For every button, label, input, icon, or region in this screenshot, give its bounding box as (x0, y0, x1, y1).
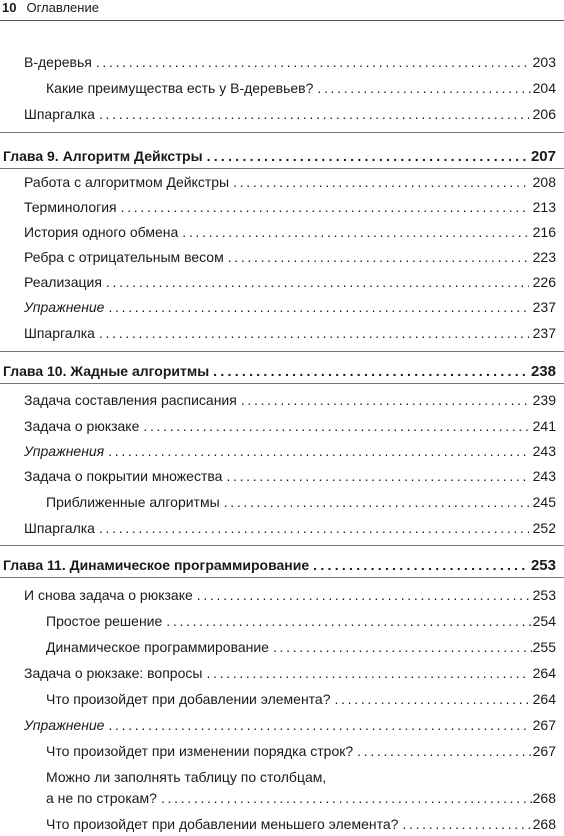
toc-entry (24, 247, 556, 267)
toc-entry (24, 416, 556, 436)
section-rule (0, 168, 564, 169)
toc-entry (46, 611, 556, 631)
toc-entry-title: Какие преимущества есть у B-деревьев? (46, 80, 314, 96)
toc-entry (24, 715, 556, 735)
toc-entry (24, 222, 556, 242)
toc-entry-page: 216 (532, 224, 556, 240)
toc-entry-title: История одного обмена (24, 224, 179, 240)
toc-chapter-page: 253 (530, 557, 556, 574)
toc-entry-title: Задача о рюкзаке: вопросы (24, 665, 203, 681)
toc-chapter-title: Глава 9. Алгоритм Дейкстры (3, 148, 203, 164)
running-head-title: Оглавление (26, 0, 99, 15)
toc-entry-page: 264 (532, 691, 556, 707)
toc-chapter-page: 207 (530, 148, 556, 165)
toc-entry-title: Динамическое программирование (46, 639, 269, 655)
toc-entry (46, 492, 556, 512)
dot-leader (213, 361, 527, 381)
toc-entry-title: Простое решение (46, 613, 163, 629)
toc-entry (24, 104, 556, 124)
toc-entry-title: Что произойдет при добавлении элемента? (46, 691, 331, 707)
dot-leader (108, 715, 528, 735)
dot-leader (99, 104, 529, 124)
header-rule (0, 20, 564, 21)
dot-leader (166, 611, 532, 631)
dot-leader (121, 197, 529, 217)
dot-leader (335, 689, 533, 709)
toc-entry-title: Что произойдет при изменении порядка строк? (46, 743, 354, 759)
dot-leader (96, 52, 529, 72)
toc-entry (24, 441, 556, 461)
dot-leader (99, 323, 529, 343)
toc-entry (46, 741, 556, 761)
toc-entry-page: 208 (532, 174, 556, 190)
dot-leader (226, 466, 528, 486)
toc-entry-title: Задача составления расписания (24, 392, 237, 408)
dot-leader (224, 492, 533, 512)
toc-entry-title: Упражнения (24, 443, 105, 459)
toc-entry-title: И снова задача о рюкзаке (24, 587, 193, 603)
section-rule (0, 545, 564, 546)
toc-entry (24, 323, 556, 343)
toc-entry-title: Работа с алгоритмом Дейкстры (24, 174, 230, 190)
dot-leader (233, 172, 529, 192)
toc-entry-page: 237 (532, 299, 556, 315)
toc-entry-page: 243 (532, 443, 556, 459)
toc-entry-page: 267 (532, 717, 556, 733)
dot-leader (161, 788, 533, 808)
section-rule (0, 132, 564, 133)
toc-entry (24, 172, 556, 192)
toc-entry (24, 197, 556, 217)
toc-entry-title: Ребра с отрицательным весом (24, 249, 224, 265)
toc-entry (46, 689, 556, 709)
toc-entry (24, 663, 556, 683)
toc-entry-page: 243 (532, 468, 556, 484)
toc-entry-page: 241 (532, 418, 556, 434)
toc-entry (24, 272, 556, 292)
dot-leader (357, 741, 532, 761)
toc-entry (24, 585, 556, 605)
dot-leader (317, 78, 532, 98)
toc-entry (24, 297, 556, 317)
toc-entry-title: Задача о рюкзаке (24, 418, 140, 434)
section-rule (0, 383, 564, 384)
toc-chapter-entry (3, 361, 556, 381)
toc-entry-page: 245 (532, 494, 556, 510)
toc-entry (24, 518, 556, 538)
toc-entry-title-line1: Можно ли заполнять таблицу по столбцам, (46, 769, 327, 785)
dot-leader (143, 416, 528, 436)
dot-leader (207, 146, 527, 166)
dot-leader (99, 518, 529, 538)
dot-leader (402, 814, 532, 834)
section-rule (0, 351, 564, 352)
toc-entry-title: Задача о покрытии множества (24, 468, 223, 484)
toc-entry-title: Реализация (24, 274, 102, 290)
toc-entry-page: 252 (532, 520, 556, 536)
toc-entry-title: Шпаргалка (24, 520, 95, 536)
dot-leader (228, 247, 529, 267)
toc-entry-page: 239 (532, 392, 556, 408)
toc-entry-page: 255 (532, 639, 556, 655)
toc-entry-title: Терминология (24, 199, 117, 215)
toc-entry-page: 206 (532, 106, 556, 122)
toc-entry-page: 254 (532, 613, 556, 629)
toc-entry-page: 264 (532, 665, 556, 681)
dot-leader (313, 555, 527, 575)
toc-entry-page: 223 (532, 249, 556, 265)
dot-leader (108, 441, 528, 461)
toc-entry-page: 204 (532, 80, 556, 96)
dot-leader (241, 390, 529, 410)
toc-entry (46, 637, 556, 657)
toc-entry-page: 268 (532, 790, 556, 806)
toc-entry-page: 267 (532, 743, 556, 759)
toc-entry-title: B-деревья (24, 54, 92, 70)
toc-chapter-page: 238 (530, 363, 556, 380)
dot-leader (182, 222, 528, 242)
running-head (2, 0, 99, 16)
toc-chapter-entry (3, 555, 556, 575)
page-number: 10 (2, 0, 17, 15)
dot-leader (197, 585, 529, 605)
toc-entry-title: Что произойдет при добавлении меньшего элемента? (46, 816, 399, 832)
toc-entry-title: Упражнение (24, 717, 105, 733)
section-rule (0, 577, 564, 578)
toc-entry-title: Шпаргалка (24, 106, 95, 122)
toc-chapter-title: Глава 10. Жадные алгоритмы (3, 363, 210, 379)
toc-entry (24, 466, 556, 486)
toc-entry (46, 78, 556, 98)
toc-entry (46, 788, 556, 808)
toc-entry-title: Шпаргалка (24, 325, 95, 341)
toc-entry-title: Приближенные алгоритмы (46, 494, 220, 510)
toc-entry (46, 814, 556, 834)
toc-entry-page: 203 (532, 54, 556, 70)
toc-chapter-entry (3, 146, 556, 166)
toc-entry-page: 237 (532, 325, 556, 341)
toc-entry-page: 226 (532, 274, 556, 290)
dot-leader (108, 297, 528, 317)
toc-entry-title: Упражнение (24, 299, 105, 315)
toc-chapter-title: Глава 11. Динамическое программирование (3, 557, 310, 573)
dot-leader (106, 272, 529, 292)
toc-entry-page: 213 (532, 199, 556, 215)
dot-leader (206, 663, 528, 683)
toc-entry (24, 390, 556, 410)
toc-entry-page: 268 (532, 816, 556, 832)
toc-entry (24, 52, 556, 72)
toc-entry-title-line2: а не по строкам? (46, 790, 157, 806)
dot-leader (273, 637, 533, 657)
toc-entry-page: 253 (532, 587, 556, 603)
